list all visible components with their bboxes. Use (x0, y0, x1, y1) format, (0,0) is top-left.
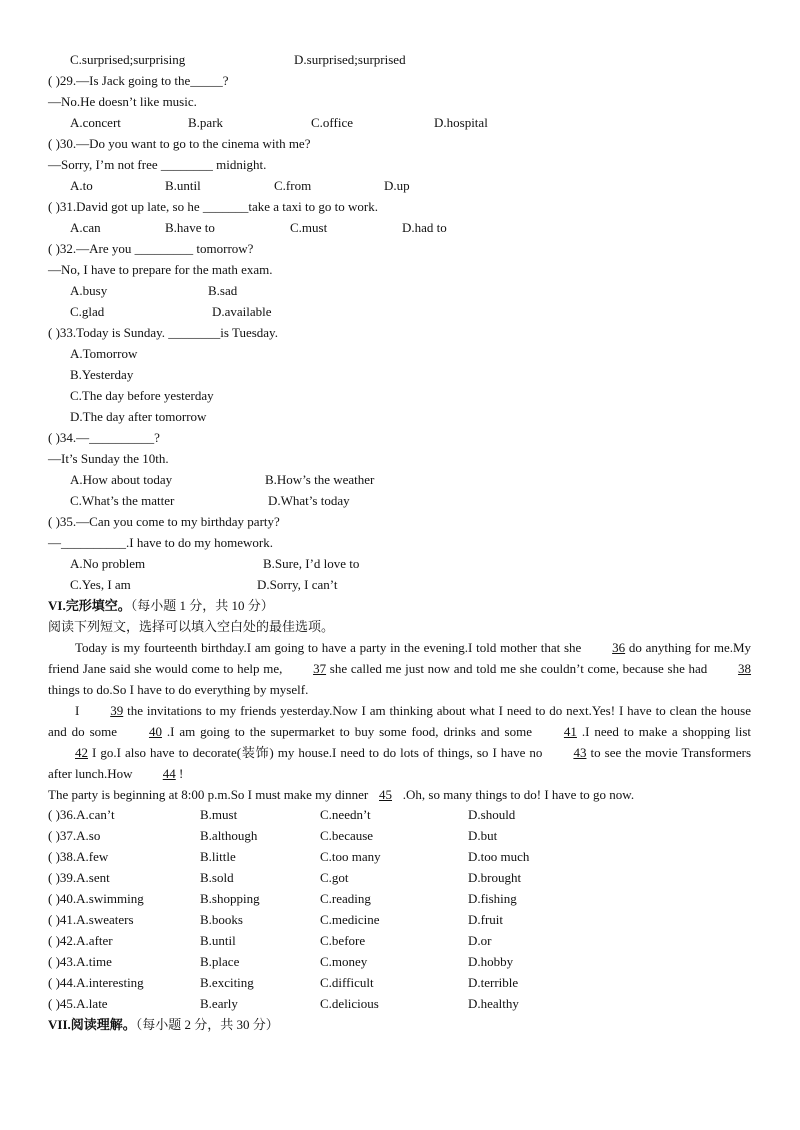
cloze-number: ( )40. (48, 891, 77, 906)
cloze-question-40 (48, 889, 144, 909)
q30-option-a: A.to (70, 178, 93, 193)
cloze-option-c: C.delicious (320, 996, 379, 1011)
cloze-option-c: C.difficult (320, 975, 374, 990)
blank-36: 36 (612, 640, 626, 655)
q31-option-c: C.must (290, 220, 328, 235)
q34-option-d: D.What’s today (268, 493, 350, 508)
q30-response: —Sorry, I’m not free ________ midnight. (48, 157, 267, 172)
cloze-option-b: B.exciting (200, 975, 254, 990)
blank-43: 43 (573, 745, 587, 760)
section-vii-title: VII.阅读理解。 (48, 1017, 136, 1032)
q35-option-a: A.No problem (70, 556, 146, 571)
cloze-option-b: B.early (200, 996, 238, 1011)
cloze-option-a: A.can’t (76, 807, 115, 822)
cloze-option-a: A.swimming (76, 891, 144, 906)
q29-response: —No.He doesn’t like music. (48, 94, 197, 109)
q33-option-c: C.The day before yesterday (70, 388, 214, 403)
blank-40: 40 (148, 724, 162, 739)
q31-option-d: D.had to (402, 220, 447, 235)
cloze-option-c: C.needn’t (320, 807, 371, 822)
q33-stem: ( )33.Today is Sunday. ________is Tuesday. (48, 325, 278, 340)
cloze-option-c: C.before (320, 933, 366, 948)
cloze-option-b: B.shopping (200, 891, 260, 906)
q28-option-c: C.surprised;surprising (70, 52, 186, 67)
passage-text: things to do.So I have to do everything by myself. (48, 682, 309, 697)
cloze-number: ( )37. (48, 828, 77, 843)
cloze-option-a: A.time (76, 954, 112, 969)
cloze-option-a: A.after (76, 933, 113, 948)
passage-text: to see the movie Transformers after lunch.How (48, 745, 752, 781)
cloze-option-a: A.sent (76, 870, 110, 885)
blank-39: 39 (110, 703, 124, 718)
passage-text: I go.I also have to decorate(装饰) my house.I need to do lots of things, so I have no (92, 745, 543, 760)
section-vi-score: （每小题 1 分，共 10 分） (130, 598, 274, 613)
section-vi-instruction: 阅读下列短文，选择可以填入空白处的最佳选项。 (48, 619, 335, 634)
q34-stem: ( )34.—__________? (48, 430, 160, 445)
q34-option-b: B.How’s the weather (265, 472, 375, 487)
cloze-number: ( )38. (48, 849, 77, 864)
cloze-number: ( )44. (48, 975, 77, 990)
cloze-number: ( )36. (48, 807, 77, 822)
cloze-option-d: D.fishing (468, 891, 517, 906)
q34-option-a: A.How about today (70, 472, 173, 487)
section-vii-score: （每小题 2 分，共 30 分） (135, 1017, 279, 1032)
blank-42: 42 (75, 745, 88, 760)
cloze-option-a: A.few (76, 849, 109, 864)
cloze-question-39 (48, 868, 110, 888)
q35-option-c: C.Yes, I am (70, 577, 131, 592)
cloze-option-d: D.healthy (468, 996, 519, 1011)
cloze-number: ( )43. (48, 954, 77, 969)
cloze-option-d: D.too much (468, 849, 530, 864)
passage-text: Today is my fourteenth birthday.I am going to have a party in the evening.I told mother that she (75, 640, 582, 655)
cloze-option-a: A.interesting (76, 975, 144, 990)
passage-text: the invitations to my friends yesterday.Now I am thinking about what I need to do next.Yes! I have to clean the house and do some (48, 703, 751, 739)
q29-option-b: B.park (188, 115, 224, 130)
q35-option-b: B.Sure, I’d love to (263, 556, 360, 571)
section-vii-heading (48, 1015, 279, 1035)
q29-option-d: D.hospital (434, 115, 488, 130)
cloze-option-b: B.books (200, 912, 243, 927)
cloze-number: ( )45. (48, 996, 77, 1011)
passage-text: .I need to make a shopping list (581, 724, 752, 739)
cloze-option-b: B.must (200, 807, 238, 822)
q35-response: —__________.I have to do my homework. (48, 535, 273, 550)
cloze-option-c: C.reading (320, 891, 371, 906)
passage-text: .Oh, so many things to do! I have to go now. (402, 787, 635, 802)
cloze-question-44 (48, 973, 144, 993)
q34-option-c: C.What’s the matter (70, 493, 175, 508)
q29-stem: ( )29.—Is Jack going to the_____? (48, 73, 229, 88)
cloze-option-d: D.fruit (468, 912, 504, 927)
q30-option-d: D.up (384, 178, 410, 193)
blank-37: 37 (313, 661, 327, 676)
q32-option-a: A.busy (70, 283, 108, 298)
passage-paragraph-1 (48, 637, 751, 700)
cloze-question-36 (48, 805, 115, 825)
passage-paragraph-3 (48, 784, 751, 805)
q30-option-b: B.until (165, 178, 201, 193)
q33-option-b: B.Yesterday (70, 367, 134, 382)
q31-stem: ( )31.David got up late, so he _______take a taxi to go to work. (48, 199, 378, 214)
blank-38: 38 (738, 661, 752, 676)
blank-45: 45 (379, 787, 393, 802)
cloze-question-41 (48, 910, 134, 930)
cloze-option-b: B.although (200, 828, 258, 843)
q32-stem: ( )32.—Are you _________ tomorrow? (48, 241, 254, 256)
q32-option-c: C.glad (70, 304, 105, 319)
cloze-number: ( )42. (48, 933, 77, 948)
cloze-option-d: D.terrible (468, 975, 519, 990)
q29-option-c: C.office (311, 115, 353, 130)
cloze-option-c: C.too many (320, 849, 381, 864)
blank-41: 41 (563, 724, 577, 739)
passage-paragraph-2 (48, 700, 751, 784)
cloze-option-d: D.should (468, 807, 516, 822)
cloze-option-a: A.so (76, 828, 101, 843)
passage-text: she called me just now and told me she couldn’t come, because she had (329, 661, 708, 676)
cloze-number: ( )41. (48, 912, 77, 927)
passage-text: ! (178, 766, 184, 781)
q33-option-a: A.Tomorrow (70, 346, 138, 361)
cloze-option-c: C.medicine (320, 912, 380, 927)
passage-text: do anything for me.My friend Jane said she would come to help me, (48, 640, 752, 676)
cloze-option-d: D.or (468, 933, 492, 948)
cloze-number: ( )39. (48, 870, 77, 885)
cloze-question-42 (48, 931, 113, 951)
cloze-option-c: C.money (320, 954, 368, 969)
q32-response: —No, I have to prepare for the math exam. (48, 262, 273, 277)
blank-44: 44 (162, 766, 176, 781)
cloze-option-c: C.got (320, 870, 349, 885)
passage-text: .I am going to the supermarket to buy some food, drinks and some (166, 724, 532, 739)
q30-option-c: C.from (274, 178, 312, 193)
cloze-option-a: A.sweaters (76, 912, 134, 927)
q32-option-d: D.available (212, 304, 272, 319)
q29-option-a: A.concert (70, 115, 121, 130)
q35-stem: ( )35.—Can you come to my birthday party? (48, 514, 280, 529)
q31-option-a: A.can (70, 220, 101, 235)
q28-option-d: D.surprised;surprised (294, 52, 406, 67)
cloze-option-d: D.but (468, 828, 498, 843)
cloze-option-b: B.place (200, 954, 240, 969)
cloze-question-38 (48, 847, 108, 867)
cloze-question-45 (48, 994, 108, 1014)
cloze-option-b: B.until (200, 933, 236, 948)
q31-option-b: B.have to (165, 220, 215, 235)
q32-option-b: B.sad (208, 283, 238, 298)
passage-text: I (75, 703, 80, 718)
section-vi-title: VI.完形填空。 (48, 598, 131, 613)
q30-stem: ( )30.—Do you want to go to the cinema with me? (48, 136, 311, 151)
section-vi-heading (48, 596, 274, 616)
cloze-option-d: D.hobby (468, 954, 514, 969)
cloze-question-43 (48, 952, 112, 972)
cloze-option-b: B.sold (200, 870, 234, 885)
passage-text: The party is beginning at 8:00 p.m.So I must make my dinner (48, 787, 369, 802)
q33-option-d: D.The day after tomorrow (70, 409, 207, 424)
cloze-question-37 (48, 826, 100, 846)
q35-option-d: D.Sorry, I can’t (257, 577, 338, 592)
cloze-option-c: C.because (320, 828, 374, 843)
cloze-option-a: A.late (76, 996, 108, 1011)
cloze-option-b: B.little (200, 849, 236, 864)
q34-response: —It’s Sunday the 10th. (48, 451, 169, 466)
cloze-option-d: D.brought (468, 870, 522, 885)
